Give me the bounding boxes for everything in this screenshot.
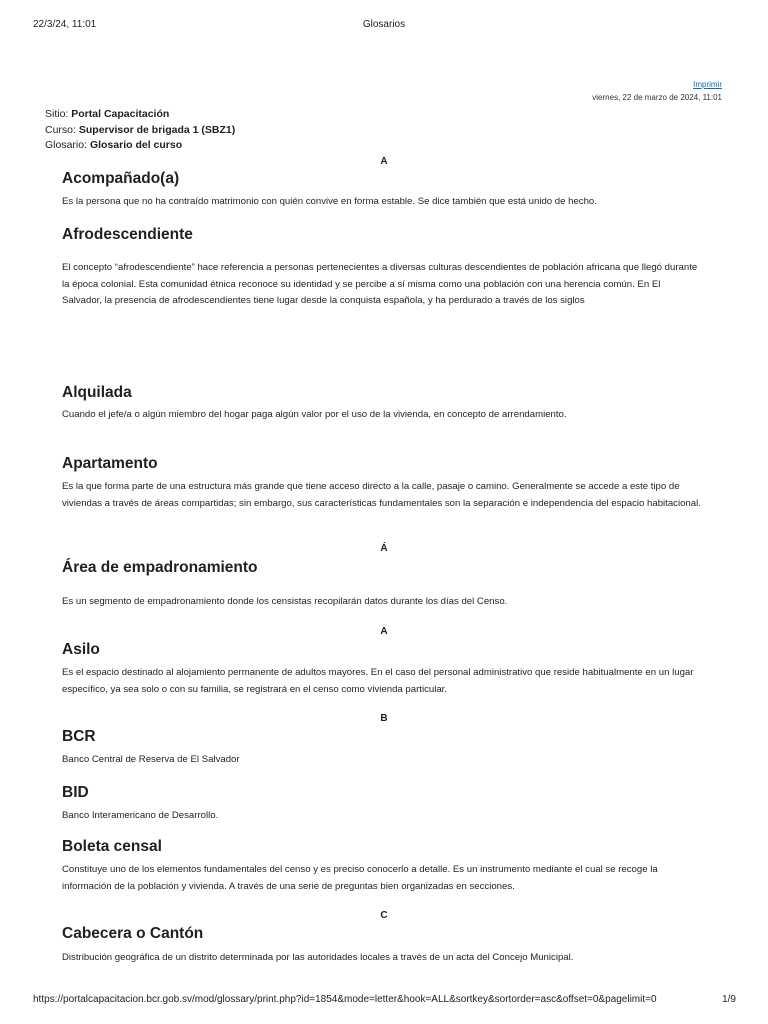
glossary-term: Alquilada (62, 384, 132, 401)
letter-heading: A (380, 156, 388, 167)
glossary-term: Boleta censal (62, 838, 162, 855)
glossary-term: Cabecera o Cantón (62, 925, 204, 942)
glossary-definition: Banco Interamericano de Desarrollo. (62, 810, 219, 821)
glossary-term: Asilo (62, 641, 100, 658)
glossary-definition: El concepto “afrodescendiente” hace referencia a personas pertenecientes a diversas culturas descendientes de población africana que llegó durante la época colonial. Esta comunidad étnica reconoce su identidad y se percibe a sí misma como una población con una herencia común. En El Salvador, la presencia de afrodescendientes tiene lugar desde la conquista española, y ha perdurado a través de los siglos (62, 262, 698, 306)
site-line: Sitio: Portal Capacitación (45, 108, 170, 120)
glossary-meta (45, 107, 235, 154)
glossary-term: Acompañado(a) (62, 170, 180, 187)
site-name: Portal Capacitación (71, 108, 170, 120)
glossary-definition: Cuando el jefe/a o algún miembro del hogar paga algún valor por el uso de la vivienda, en concepto de arrendamiento. (62, 409, 567, 420)
page-number: 1/9 (722, 994, 736, 1005)
glossary-term: BCR (62, 728, 96, 745)
glossary-definition: Es el espacio destinado al alojamiento permanente de adultos mayores. En el caso del personal administrativo que reside habitualmente en un lugar específico, ya sea solo o con su familia, se registrará en el censo como vivienda particular. (62, 667, 694, 695)
course-name: Supervisor de brigada 1 (SBZ1) (78, 123, 236, 136)
letter-heading: C (380, 910, 388, 921)
print-date: viernes, 22 de marzo de 2024, 11:01 (592, 93, 722, 102)
page-url: https://portalcapacitacion.bcr.gob.sv/mod/glossary/print.php?id=1854&mode=letter&hook=ALL&sortkey&sortorder=asc&offset=0&pagelimit=0 (33, 994, 657, 1005)
glossary-term: BID (62, 784, 89, 801)
print-link[interactable]: Imprimir (693, 80, 722, 89)
glossary-line: Glosario: Glosario del curso (45, 139, 183, 151)
glossary-definition: Distribución geográfica de un distrito determinada por las autoridades locales a través de un acta del Concejo Municipal. (62, 952, 574, 963)
course-line: Curso: Supervisor de brigada 1 (SBZ1) (45, 123, 236, 136)
letter-heading: A (380, 626, 388, 637)
glossary-definition: Banco Central de Reserva de El Salvador (62, 754, 240, 765)
glossary-term: Afrodescendiente (62, 226, 193, 243)
letter-heading: Á (380, 543, 388, 554)
print-page-title: Glosarios (362, 19, 406, 30)
glossary-definition: Es un segmento de empadronamiento donde los censistas recopilarán datos durante los días del Censo. (62, 596, 508, 607)
glossary-definition: Constituye uno de los elementos fundamentales del censo y es preciso conocerlo a detalle. Es un instrumento mediante el cual se recoge la información de la población y vivienda. A través de una serie de preguntas bien organizadas en secciones. (62, 864, 658, 892)
glossary-term: Área de empadronamiento (62, 559, 258, 576)
print-datetime: 22/3/24, 11:01 (33, 19, 97, 30)
glossary-definition: Es la que forma parte de una estructura más grande que tiene acceso directo a la calle, pasaje o camino. Generalmente se accede a este tipo de viviendas a través de áreas compartidas; sin embargo, sus características fundamentales son la separación e independencia del espacio habitacional. (62, 481, 701, 509)
glossary-term: Apartamento (62, 455, 158, 472)
glossary-name: Glosario del curso (89, 139, 183, 151)
letter-heading: B (380, 713, 388, 724)
glossary-definition: Es la persona que no ha contraído matrimonio con quién convive en forma estable. Se dice también que está unido de hecho. (62, 196, 597, 207)
